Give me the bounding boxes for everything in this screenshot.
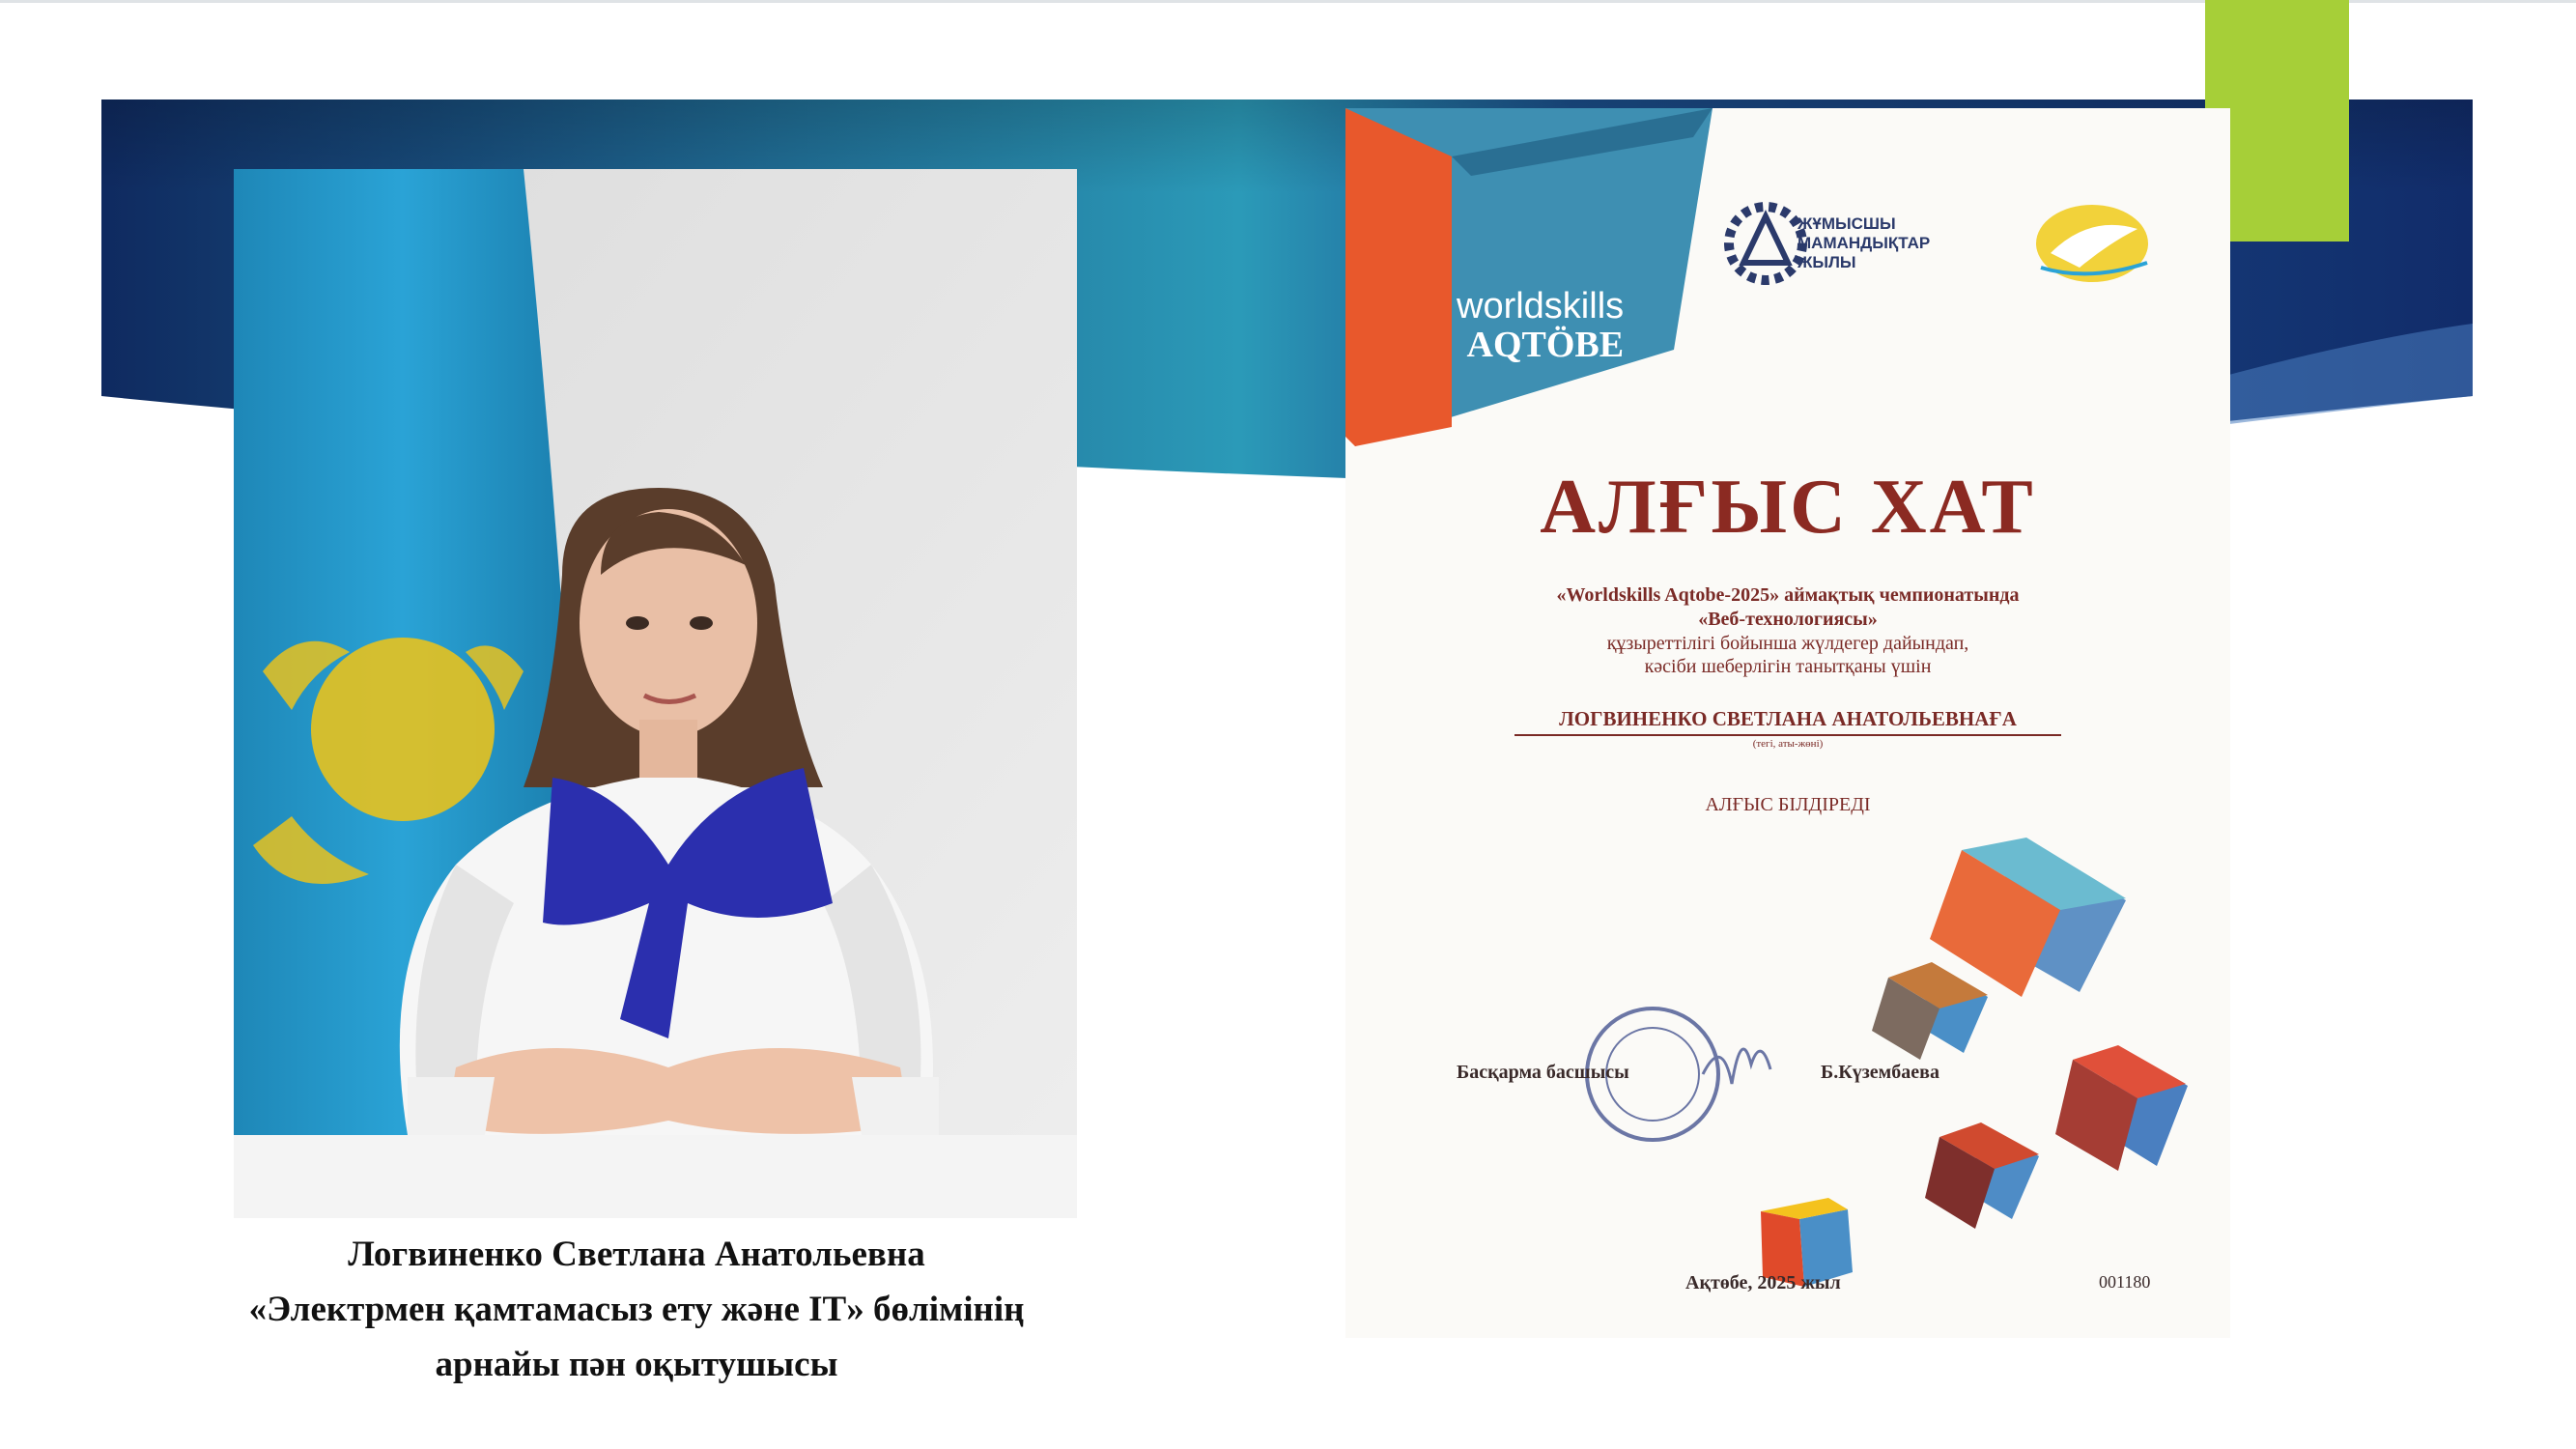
dove-emblem-icon (2036, 205, 2148, 282)
certificate-title: АЛҒЫС ХАТ (1540, 465, 2036, 550)
portrait-photo (234, 169, 1077, 1218)
portrait-illustration (234, 169, 1077, 1218)
signer-name: Б.Күзембаева (1821, 1062, 1939, 1083)
certificate-recipient: ЛОГВИНЕНКО СВЕТЛАНА АНАТОЛЬЕВНАҒА (1559, 707, 2017, 730)
cube-decoration-3 (2055, 1045, 2188, 1171)
certificate-image (1345, 108, 2230, 1338)
gear-emblem-icon (1729, 207, 1802, 280)
certificate-line-4: кәсіби шеберлігін танытқаны үшін (1644, 656, 1932, 677)
photo-caption (97, 1227, 1176, 1392)
certificate-line-3: құзыреттілігі бойынша жүлдегер дайындап, (1606, 633, 1969, 654)
recipient-underline (1514, 734, 2061, 736)
certificate-expresses: АЛҒЫС БІЛДІРЕДІ (1705, 794, 1871, 815)
certificate-number: 001180 (2099, 1272, 2151, 1292)
workers-year-logo-text: ЖҰМЫСШЫ МАМАНДЫҚТАР ЖЫЛЫ (1798, 214, 1931, 271)
certificate-line-1: «Worldskills Aqtobe-2025» аймақтық чемпионатында (1556, 584, 2020, 606)
cube-decoration-1 (1930, 838, 2126, 997)
recipient-note: (тегі, аты-жөні) (1752, 738, 1824, 750)
certificate-line-2: «Веб-технологиясы» (1698, 609, 1878, 630)
teacher-role-line1: «Электрмен қамтамасыз ету және IT» бөлімінің (248, 1290, 1025, 1329)
cube-decoration-2 (1872, 962, 1988, 1060)
worldskills-logo-text: worldskills AQTÖBE (1457, 286, 1625, 365)
signer-title: Басқарма басшысы (1457, 1062, 1629, 1083)
teacher-name: Логвиненко Светлана Анатольевна (348, 1235, 925, 1274)
teacher-role-line2: арнайы пән оқытушысы (435, 1345, 838, 1384)
cube-decoration-4 (1925, 1122, 2039, 1229)
place-year: Ақтөбе, 2025 жыл (1685, 1272, 1841, 1293)
